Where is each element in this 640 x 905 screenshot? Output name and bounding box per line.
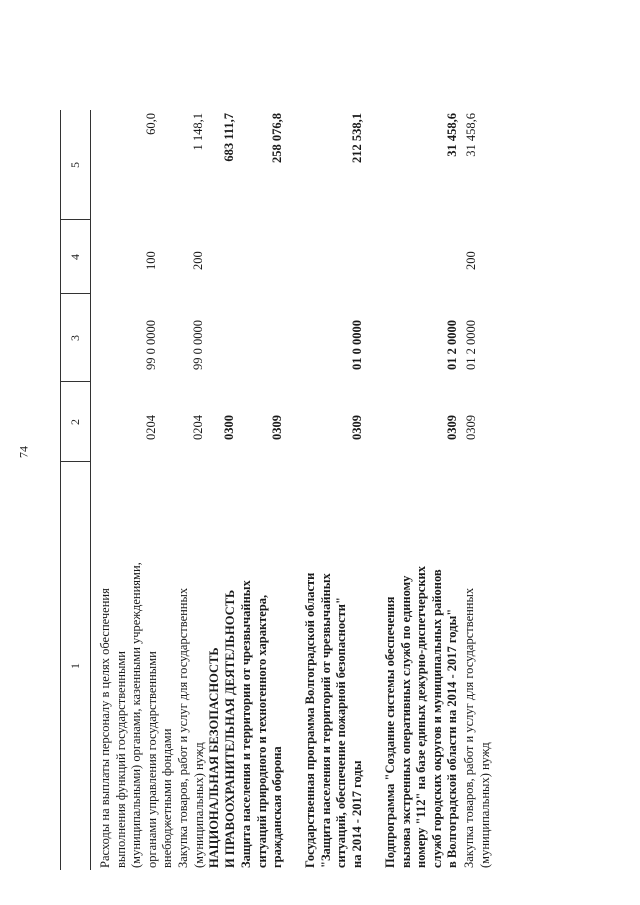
row-description xyxy=(239,580,286,868)
expense-type: 100 xyxy=(144,251,158,270)
description-line: "Защита населения и территорий от чрезвычайных xyxy=(318,573,333,868)
amount: 1 148,1 xyxy=(191,113,205,151)
amount: 60,0 xyxy=(144,113,158,135)
description-line: выполнения функций государственными xyxy=(113,651,128,868)
section-code: 0300 xyxy=(222,415,236,440)
section-code: 0309 xyxy=(445,415,459,440)
description-line: Расходы на выплаты персоналу в целях обеспечения xyxy=(98,588,112,868)
row-description xyxy=(98,562,176,868)
description-line: внебюджетными фондами xyxy=(160,728,174,868)
row-description xyxy=(303,573,365,868)
description-line: Подпрограмма "Создание системы обеспечения xyxy=(383,596,397,868)
column-header-4: 4 xyxy=(68,254,82,260)
description-line: (муниципальными) органами, казенными учреждениями, xyxy=(129,562,143,868)
description-line: на 2014 - 2017 годы xyxy=(349,760,364,868)
description-line: Закупка товаров, работ и услуг для государственных xyxy=(462,587,476,868)
description-line: вызова экстренных оперативных служб по единому xyxy=(398,575,413,868)
section-code: 0204 xyxy=(144,415,158,440)
description-line: (муниципальных) нужд xyxy=(191,742,206,868)
section-code: 0309 xyxy=(350,415,364,440)
description-line: в Волгоградской области на 2014 - 2017 годы" xyxy=(445,608,459,868)
row-description xyxy=(383,566,461,868)
expense-type: 200 xyxy=(464,251,478,270)
table-header-rule xyxy=(90,110,91,870)
amount: 31 458,6 xyxy=(464,113,478,157)
row-description xyxy=(176,588,207,868)
amount: 31 458,6 xyxy=(445,113,459,157)
budget-table xyxy=(60,30,620,870)
table-top-rule xyxy=(60,110,61,870)
target-code: 01 2 0000 xyxy=(445,320,459,370)
row-description xyxy=(462,588,493,868)
description-line: ситуаций, обеспечение пожарной безопасности" xyxy=(334,597,348,868)
target-code: 01 2 0000 xyxy=(464,320,478,370)
column-header-2: 2 xyxy=(68,419,82,425)
description-line: номеру "112" на базе единых дежурно-диспетчерских xyxy=(414,566,428,868)
target-code: 99 0 0000 xyxy=(144,320,158,370)
amount: 683 111,7 xyxy=(222,113,236,162)
section-code: 0309 xyxy=(270,415,284,440)
description-line: Закупка товаров, работ и услуг для государственных xyxy=(176,587,190,868)
description-line: И ПРАВООХРАНИТЕЛЬНАЯ ДЕЯТЕЛЬНОСТЬ xyxy=(222,589,237,868)
column-header-5: 5 xyxy=(68,162,82,168)
expense-type: 200 xyxy=(191,251,205,270)
description-line: (муниципальных) нужд xyxy=(477,742,492,868)
description-line: НАЦИОНАЛЬНАЯ БЕЗОПАСНОСТЬ xyxy=(207,647,221,868)
description-line: гражданская оборона xyxy=(270,746,284,868)
row-description xyxy=(207,590,238,868)
description-line: Защита населения и территории от чрезвычайных xyxy=(239,580,253,868)
description-line: ситуаций природного и техногенного характера, xyxy=(254,594,269,868)
target-code: 99 0 0000 xyxy=(191,320,205,370)
description-line: Государственная программа Волгоградской области xyxy=(303,572,317,868)
description-line: органами управления государственными xyxy=(144,651,159,868)
amount: 258 076,8 xyxy=(270,113,284,163)
page-number: 74 xyxy=(16,446,31,458)
target-code: 01 0 0000 xyxy=(350,320,364,370)
amount: 212 538,1 xyxy=(350,113,364,163)
section-code: 0204 xyxy=(191,415,205,440)
column-header-3: 3 xyxy=(68,335,82,341)
section-code: 0309 xyxy=(464,415,478,440)
column-header-1: 1 xyxy=(68,663,82,669)
description-line: служб городских округов и муниципальных районов xyxy=(429,569,444,868)
